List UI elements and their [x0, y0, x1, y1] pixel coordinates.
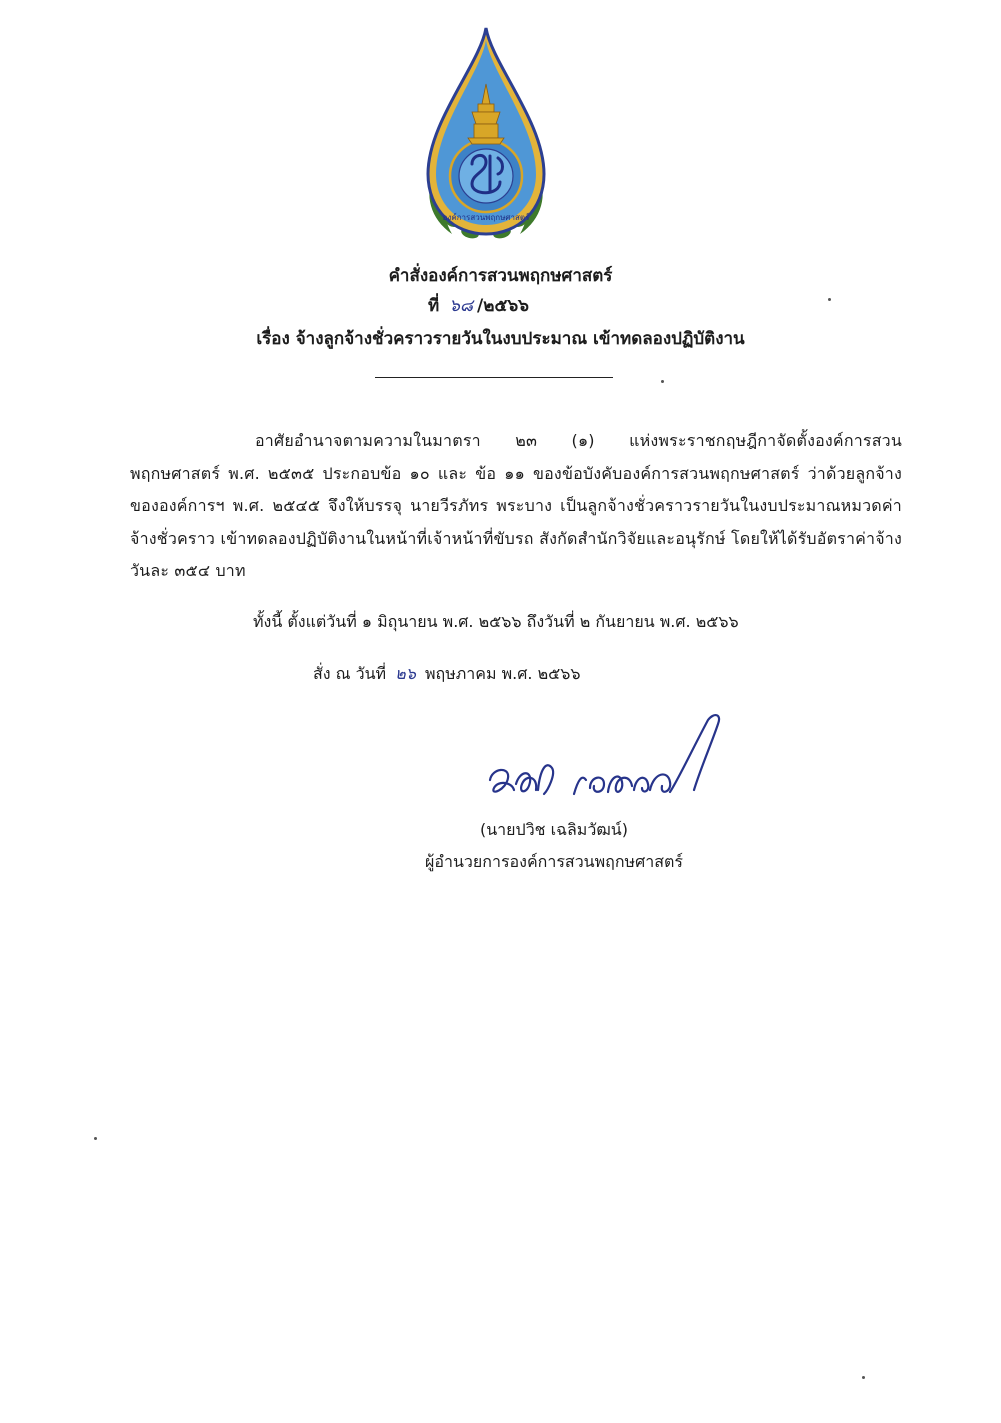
order-number-year: /๒๕๖๖: [477, 296, 529, 316]
order-number: [428, 292, 529, 319]
order-date: [313, 662, 581, 687]
order-subject: เรื่อง จ้างลูกจ้างชั่วคราวรายวันในงบประมาณ เข้าทดลองปฏิบัติงาน: [256, 329, 745, 349]
scan-speck: [862, 1376, 865, 1379]
scan-speck: [661, 380, 664, 383]
order-date-day-handwritten: ๒๖: [395, 664, 416, 683]
order-number-handwritten: ๖๘: [449, 296, 474, 316]
employment-period: ทั้งนี้ ตั้งแต่วันที่ ๑ มิถุนายน พ.ศ. ๒๕๖๖ ถึงวันที่ ๒ กันยายน พ.ศ. ๒๕๖๖: [253, 612, 739, 631]
scan-speck: [94, 1137, 97, 1140]
body-paragraph: อาศัยอำนาจตามความในมาตรา ๒๓ (๑) แห่งพระราชกฤษฎีกาจัดตั้งองค์การสวนพฤกษศาสตร์ พ.ศ. ๒๕๓๕ ประกอบข้อ ๑๐ และ ข้อ ๑๑ ของข้อบังคับองค์การสวนพฤกษศาสตร์ ว่าด้วยลูกจ้างขององค์การฯ พ.ศ. ๒๕๔๕ จึงให้บรรจุ นายวีรภัทร พระบาง เป็นลูกจ้างชั่วคราวรายวันในงบประมาณหมวดค่าจ้างชั่วคราว เข้าทดลองปฏิบัติงานในหน้าที่เจ้าหน้าที่ขับรถ สังกัดสำนักวิจัยและอนุรักษ์ โดยให้ได้รับอัตราค่าจ้างวันละ ๓๕๔ บาท: [130, 431, 902, 580]
order-title: คำสั่งองค์การสวนพฤกษศาสตร์: [388, 266, 613, 286]
order-date-prefix: สั่ง ณ วันที่: [313, 664, 387, 683]
signer-name: (นายปวิช เฉลิมวัฒน์): [480, 820, 628, 839]
emblem-text: องค์การสวนพฤกษศาสตร์: [442, 213, 530, 222]
order-number-prefix: ที่: [428, 296, 440, 316]
scan-speck: [828, 298, 831, 301]
signer-position: ผู้อำนวยการองค์การสวนพฤกษศาสตร์: [425, 852, 683, 871]
order-date-month-year: พฤษภาคม พ.ศ. ๒๕๖๖: [424, 664, 581, 683]
organization-emblem-drop-icon: [420, 24, 552, 246]
divider: [375, 377, 613, 378]
handwritten-signature: [482, 710, 732, 810]
